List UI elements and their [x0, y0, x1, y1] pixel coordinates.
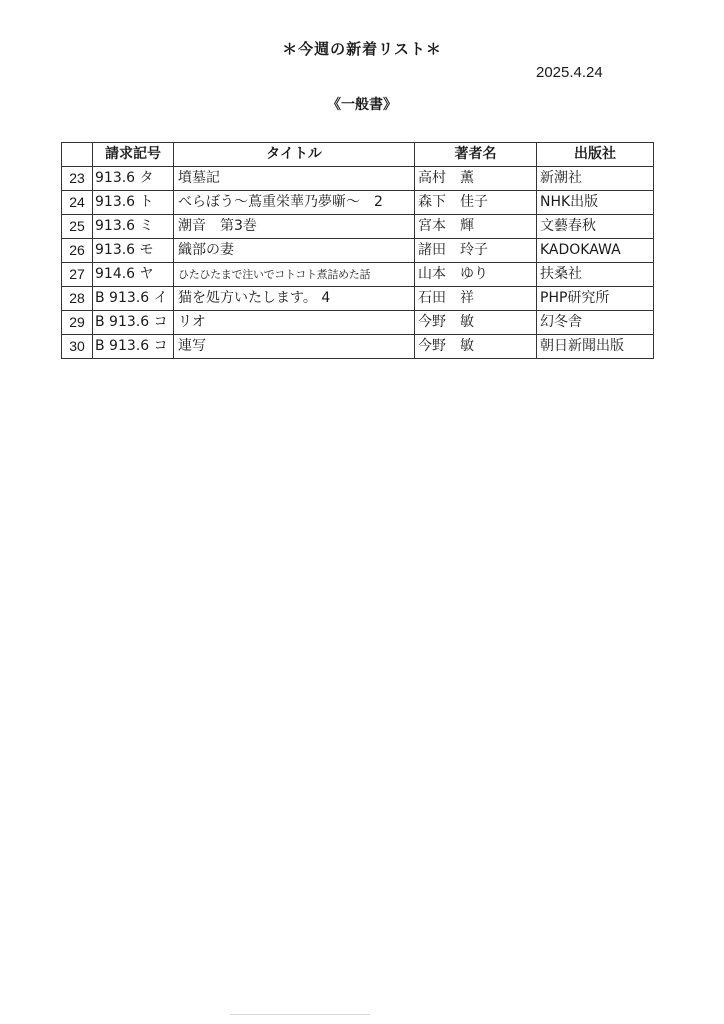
call-number: B 913.6 コ	[93, 335, 174, 359]
row-number: 24	[62, 191, 93, 215]
book-publisher: NHK出版	[537, 191, 654, 215]
book-publisher: PHP研究所	[537, 287, 654, 311]
row-number: 30	[62, 335, 93, 359]
call-number: 914.6 ヤ	[93, 263, 174, 287]
header-title: タイトル	[174, 143, 415, 167]
table-row	[62, 335, 654, 359]
book-author: 今野 敏	[415, 335, 537, 359]
row-number: 26	[62, 239, 93, 263]
table-header-row	[62, 143, 654, 167]
call-number: 913.6 モ	[93, 239, 174, 263]
table-row	[62, 167, 654, 191]
header-call-number: 請求記号	[93, 143, 174, 167]
section-title: 《一般書》	[327, 97, 397, 113]
book-title: 織部の妻	[174, 239, 415, 263]
header-author: 著者名	[415, 143, 537, 167]
new-books-table	[61, 142, 654, 359]
book-author: 森下 佳子	[415, 191, 537, 215]
book-publisher: 新潮社	[537, 167, 654, 191]
call-number: 913.6 ト	[93, 191, 174, 215]
row-number: 28	[62, 287, 93, 311]
page-title: ＊今週の新着リスト＊	[282, 40, 442, 58]
row-number: 29	[62, 311, 93, 335]
book-publisher: 文藝春秋	[537, 215, 654, 239]
header-number	[62, 143, 93, 167]
header-publisher: 出版社	[537, 143, 654, 167]
book-publisher: 幻冬舎	[537, 311, 654, 335]
table-row	[62, 263, 654, 287]
book-publisher: 扶桑社	[537, 263, 654, 287]
call-number: 913.6 ミ	[93, 215, 174, 239]
row-number: 27	[62, 263, 93, 287]
scan-artifact-line	[230, 1014, 370, 1015]
table-row	[62, 215, 654, 239]
book-title: ひたひたまで注いでコトコト煮詰めた話	[174, 263, 415, 287]
table-row	[62, 311, 654, 335]
book-author: 今野 敏	[415, 311, 537, 335]
book-publisher: KADOKAWA	[537, 239, 654, 263]
call-number: B 913.6 コ	[93, 311, 174, 335]
book-title: 墳墓記	[174, 167, 415, 191]
book-author: 宮本 輝	[415, 215, 537, 239]
book-author: 諸田 玲子	[415, 239, 537, 263]
book-title: べらぼう～蔦重栄華乃夢噺～ 2	[174, 191, 415, 215]
table-row	[62, 191, 654, 215]
list-date: 2025.4.24	[536, 64, 603, 81]
call-number: 913.6 タ	[93, 167, 174, 191]
book-author: 石田 祥	[415, 287, 537, 311]
book-title: 潮音 第3巻	[174, 215, 415, 239]
row-number: 23	[62, 167, 93, 191]
row-number: 25	[62, 215, 93, 239]
table-row	[62, 239, 654, 263]
book-author: 高村 薫	[415, 167, 537, 191]
table-row	[62, 287, 654, 311]
book-title: リオ	[174, 311, 415, 335]
book-title: 猫を処方いたします。 4	[174, 287, 415, 311]
book-author: 山本 ゆり	[415, 263, 537, 287]
call-number: B 913.6 イ	[93, 287, 174, 311]
book-title: 連写	[174, 335, 415, 359]
book-publisher: 朝日新聞出版	[537, 335, 654, 359]
